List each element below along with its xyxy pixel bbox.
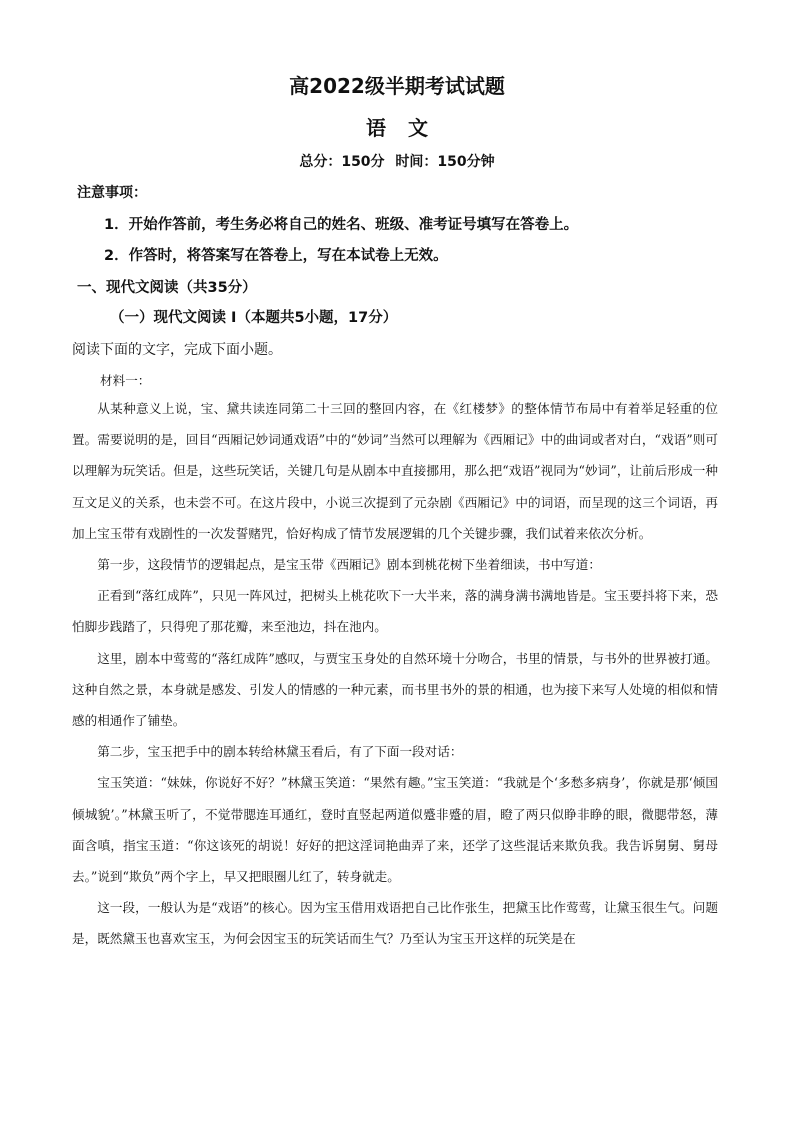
material-label: 材料一： [100,373,151,388]
paragraph: 这里，剧本中莺莺的“落红成阵”感叹，与贾宝玉身处的自然环境十分吻合，书里的情景，与书外的世界被打通。这种自然之景，本身就是感发、引发人的情感的一种元素，而书里书外的景的相通，也为接下来写人处境的相似和情感的相通作了铺垫。 [72,650,718,729]
paragraph: 这一段，一般认为是“戏语”的核心。因为宝玉借用戏语把自己比作张生，把黛玉比作莺莺，让黛玉很生气。问题是，既然黛玉也喜欢宝玉，为何会因宝玉的玩笑话而生气？乃至认为宝玉开这样的玩笑是在 [72,900,718,947]
subject-title: 语文 [366,116,450,140]
passage-body [72,393,718,955]
notice-label: 注意事项： [77,185,147,201]
paragraph: 从某种意义上说，宝、黛共读连同第二十三回的整回内容，在《红楼梦》的整体情节布局中有着举足轻重的位置。需要说明的是，回目“西厢记妙词通戏语”中的“妙词”当然可以理解为《西厢记》中的曲词或者对白，“戏语”则可以理解为玩笑话。但是，这些玩笑话，关键几句是从剧本中直接挪用，那么把“戏语”视同为“妙词”，让前后形成一种互文足义的关系，也未尝不可。在这片段中，小说三次提到了元杂剧《西厢记》中的词语，而呈现的这三个词语，再加上宝玉带有戏剧性的一次发誓赌咒，恰好构成了情节发展逻辑的几个关键步骤，我们试着来依次分析。 [72,401,718,541]
section-title: 一、现代文阅读（共35分） [77,280,257,296]
paragraph: 第一步，这段情节的逻辑起点，是宝玉带《西厢记》剧本到桃花树下坐着细读，书中写道： [97,557,601,573]
notice-item-1: 1．开始作答前，考生务必将自己的姓名、班级、准考证号填写在答卷上。 [104,217,579,233]
paragraph: 正看到“落红成阵”，只见一阵风过，把树头上桃花吹下一大半来，落的满身满书满地皆是。宝玉要抖将下来，恐怕脚步践踏了，只得兜了那花瓣，来至池边，抖在池内。 [72,588,718,635]
score-time-info: 总分：150分 时间：150分钟 [299,154,495,170]
reading-instruction: 阅读下面的文字，完成下面小题。 [72,342,282,358]
paragraph: 宝玉笑道：“妹妹，你说好不好？”林黛玉笑道：“果然有趣。”宝玉笑道：“我就是个‘多愁多病身’，你就是那‘倾国倾城貌’。”林黛玉听了，不觉带腮连耳通红，登时直竖起两道似蹙非蹙的眉，瞪了两只似睁非睁的眼，微腮带怒，薄面含嗔，指宝玉道：“你这该死的胡说！好好的把这淫词艳曲弄了来，还学了这些混话来欺负我。我告诉舅舅、舅母去。”说到“欺负”两个字上，早又把眼圈儿红了，转身就走。 [72,775,718,885]
exam-title: 高2022级半期考试试题 [289,74,505,98]
notice-item-2: 2．作答时，将答案写在答卷上，写在本试卷上无效。 [104,248,448,264]
subsection-title: （一）现代文阅读 Ⅰ（本题共5小题，17分） [110,310,398,326]
paragraph: 第二步，宝玉把手中的剧本转给林黛玉看后，有了下面一段对话： [97,744,463,760]
